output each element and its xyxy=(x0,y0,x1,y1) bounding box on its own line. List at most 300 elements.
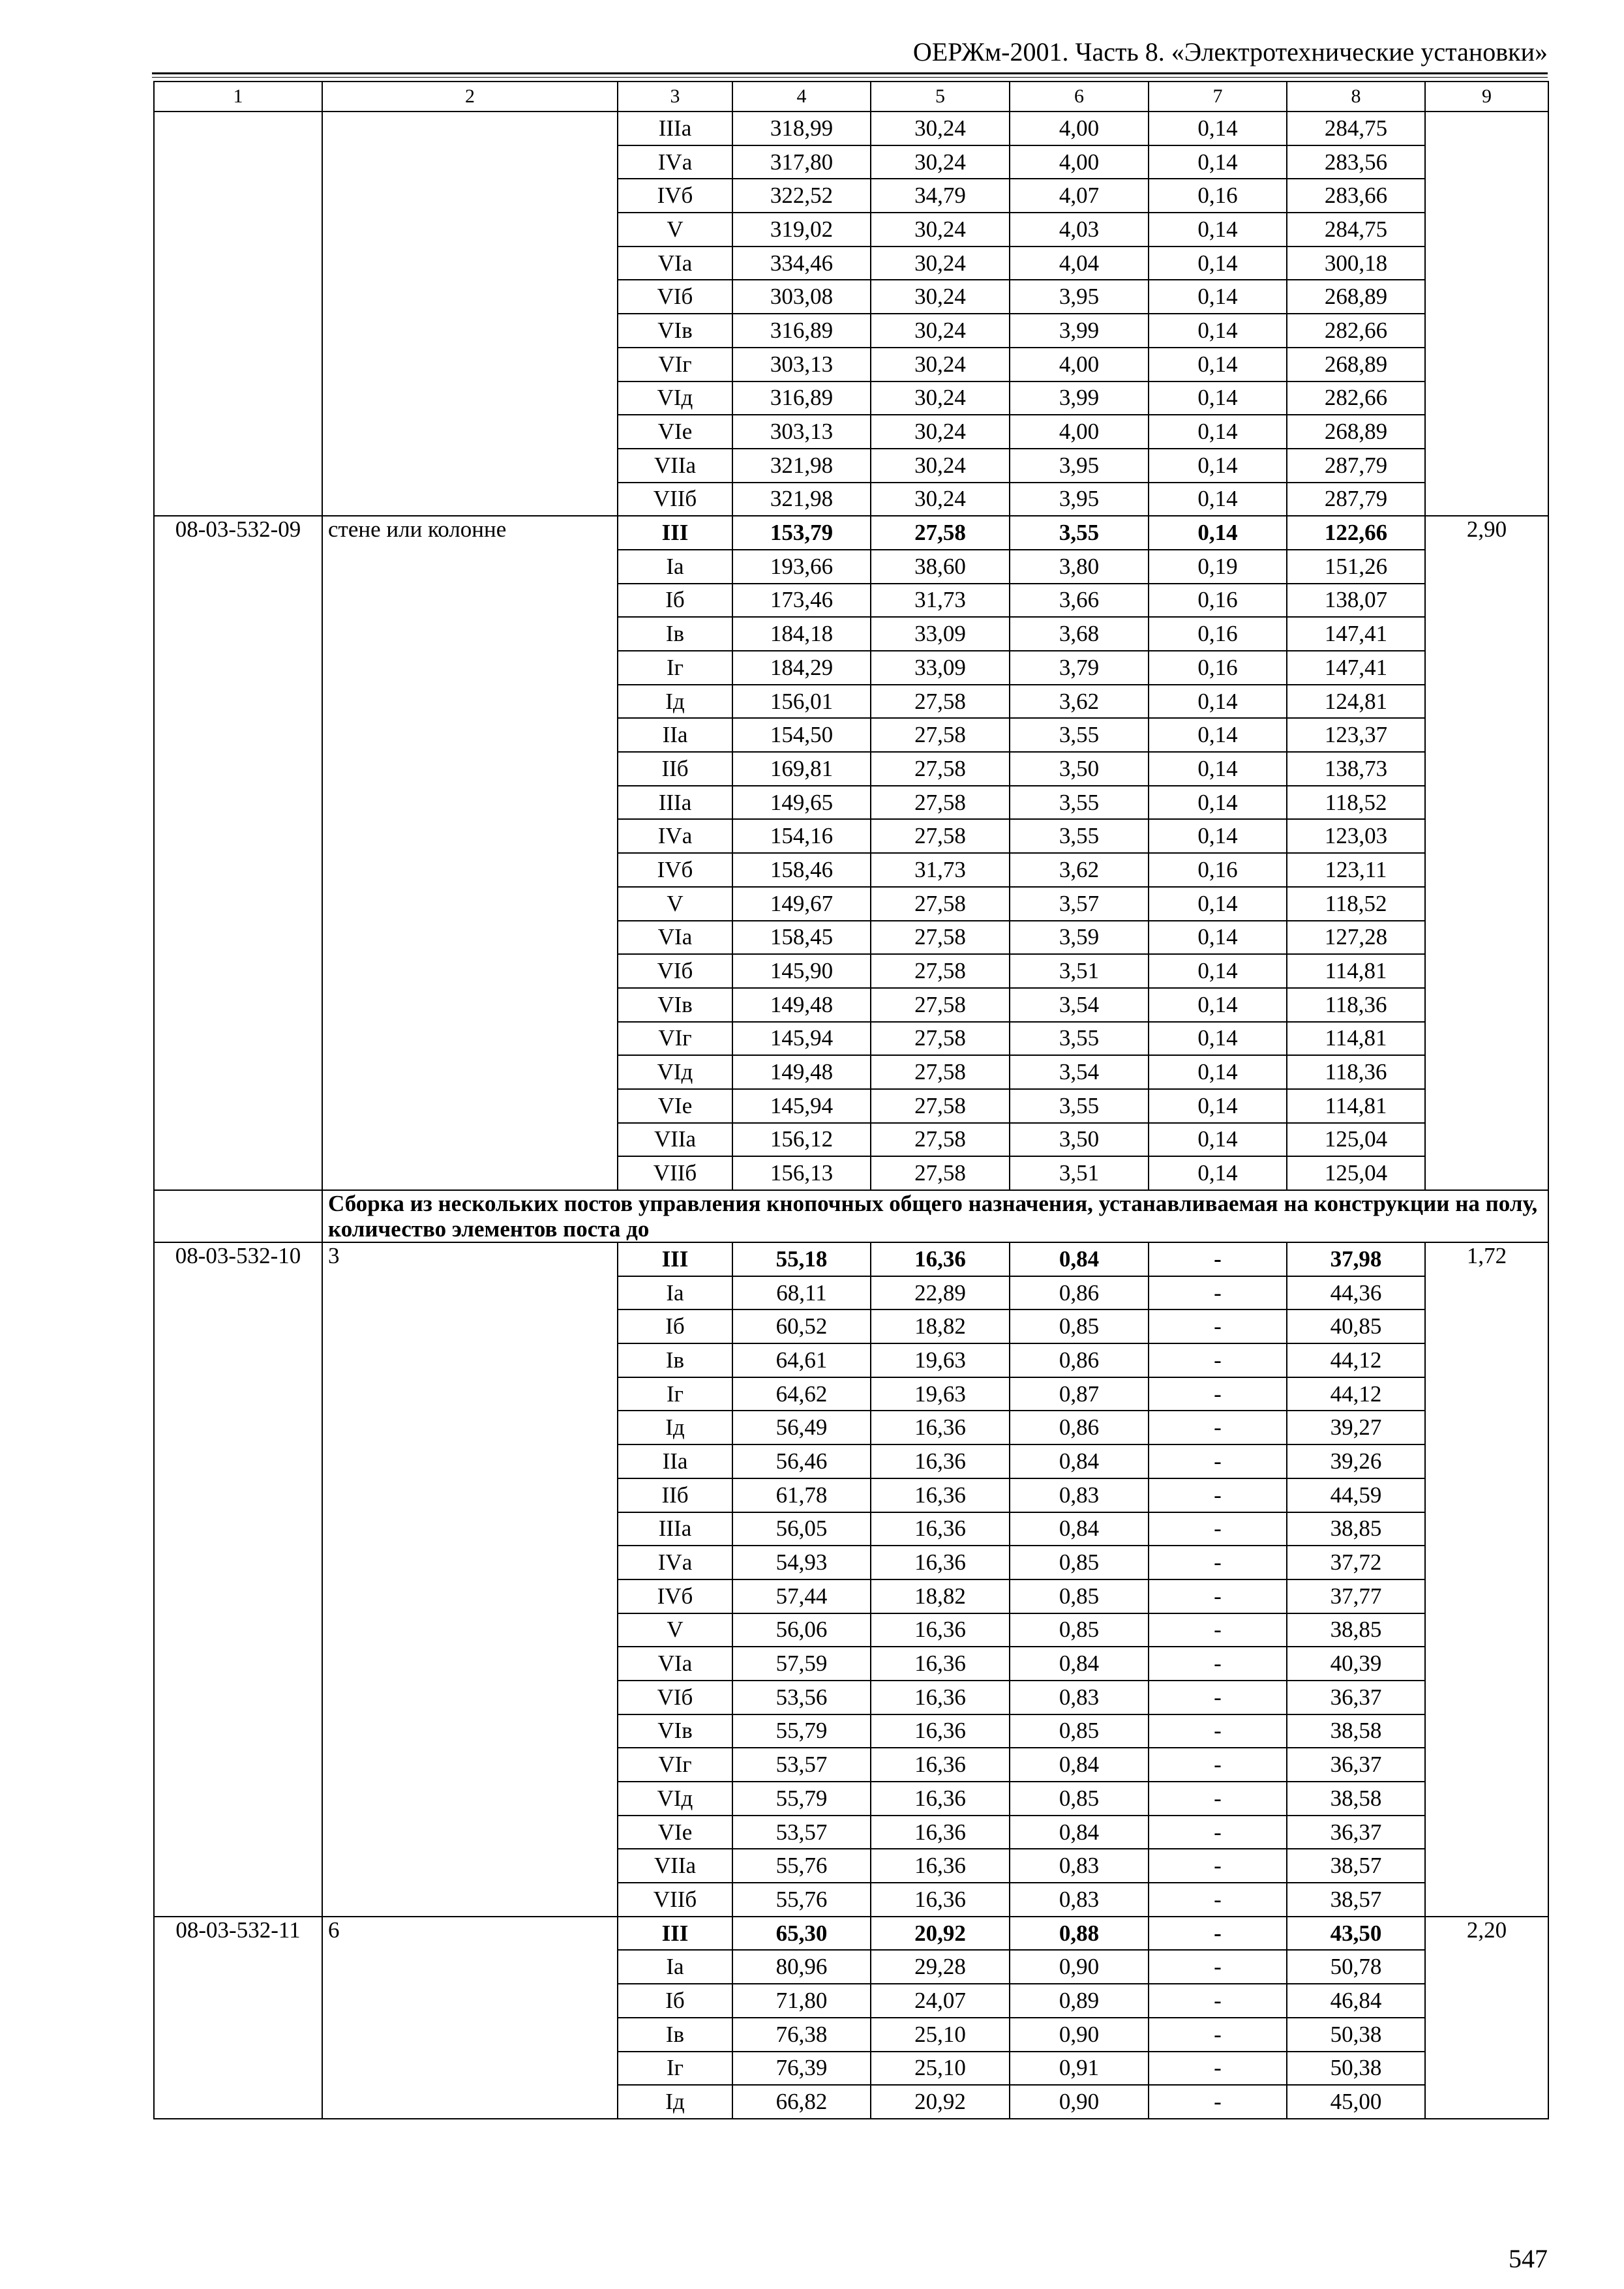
wages: 30,24 xyxy=(871,145,1010,179)
machine-cost: 0,85 xyxy=(1010,1714,1149,1748)
wages: 20,92 xyxy=(871,2085,1010,2119)
header-rule-thin xyxy=(152,77,1548,78)
total-cost: 303,13 xyxy=(732,415,871,449)
materials-cost: 38,85 xyxy=(1287,1613,1425,1647)
wages: 16,36 xyxy=(871,1242,1010,1276)
zone-code: Iа xyxy=(618,1276,732,1310)
machinist-wages: 0,14 xyxy=(1149,348,1287,382)
materials-cost: 283,66 xyxy=(1287,179,1425,213)
materials-cost: 50,38 xyxy=(1287,2018,1425,2052)
total-cost: 55,79 xyxy=(732,1782,871,1816)
wages: 16,36 xyxy=(871,1782,1010,1816)
table-body xyxy=(154,82,1548,2119)
total-cost: 321,98 xyxy=(732,483,871,516)
machine-cost: 3,59 xyxy=(1010,921,1149,955)
machine-cost: 0,84 xyxy=(1010,1512,1149,1546)
zone-code: Iб xyxy=(618,584,732,618)
machinist-wages: - xyxy=(1149,2018,1287,2052)
rate-code: 08-03-532-11 xyxy=(154,1917,322,2119)
total-cost: 303,08 xyxy=(732,280,871,314)
total-cost: 145,94 xyxy=(732,1022,871,1056)
zone-code: VIа xyxy=(618,247,732,280)
machinist-wages: 0,16 xyxy=(1149,179,1287,213)
wages: 34,79 xyxy=(871,179,1010,213)
machinist-wages: 0,14 xyxy=(1149,1022,1287,1056)
materials-cost: 147,41 xyxy=(1287,617,1425,651)
materials-cost: 124,81 xyxy=(1287,685,1425,719)
machine-cost: 0,89 xyxy=(1010,1984,1149,2018)
machinist-wages: 0,19 xyxy=(1149,550,1287,584)
machine-cost: 3,51 xyxy=(1010,1156,1149,1190)
machinist-wages: - xyxy=(1149,1883,1287,1917)
materials-cost: 282,66 xyxy=(1287,382,1425,415)
machine-cost: 0,83 xyxy=(1010,1849,1149,1883)
zone-code: IIа xyxy=(618,1444,732,1478)
wages: 16,36 xyxy=(871,1478,1010,1512)
wages: 16,36 xyxy=(871,1681,1010,1714)
col-num: 4 xyxy=(732,82,871,112)
col-num: 8 xyxy=(1287,82,1425,112)
machine-cost: 3,55 xyxy=(1010,718,1149,752)
wages: 20,92 xyxy=(871,1917,1010,1951)
machine-cost: 3,95 xyxy=(1010,483,1149,516)
zone-code: VIIб xyxy=(618,483,732,516)
zone-code: VIа xyxy=(618,921,732,955)
total-cost: 184,18 xyxy=(732,617,871,651)
wages: 30,24 xyxy=(871,415,1010,449)
machine-cost: 3,51 xyxy=(1010,954,1149,988)
materials-cost: 114,81 xyxy=(1287,954,1425,988)
materials-cost: 43,50 xyxy=(1287,1917,1425,1951)
rate-code: 08-03-532-10 xyxy=(154,1242,322,1917)
col-num: 9 xyxy=(1425,82,1548,112)
machine-cost: 4,00 xyxy=(1010,145,1149,179)
zone-code: VIIа xyxy=(618,449,732,483)
machine-cost: 0,84 xyxy=(1010,1816,1149,1849)
materials-cost: 39,27 xyxy=(1287,1411,1425,1444)
wages: 30,24 xyxy=(871,213,1010,247)
materials-cost: 36,37 xyxy=(1287,1748,1425,1782)
materials-cost: 118,36 xyxy=(1287,1055,1425,1089)
materials-cost: 40,85 xyxy=(1287,1309,1425,1343)
wages: 27,58 xyxy=(871,1022,1010,1056)
labor-coefficient: 2,20 xyxy=(1425,1917,1548,2119)
machine-cost: 4,00 xyxy=(1010,348,1149,382)
machinist-wages: - xyxy=(1149,1276,1287,1310)
machinist-wages: 0,14 xyxy=(1149,1156,1287,1190)
materials-cost: 38,57 xyxy=(1287,1849,1425,1883)
wages: 18,82 xyxy=(871,1309,1010,1343)
section-heading-row xyxy=(154,1190,1548,1242)
rate-description: 6 xyxy=(322,1917,618,2119)
materials-cost: 287,79 xyxy=(1287,483,1425,516)
machine-cost: 3,95 xyxy=(1010,449,1149,483)
machinist-wages: 0,14 xyxy=(1149,1123,1287,1157)
total-cost: 55,76 xyxy=(732,1849,871,1883)
wages: 27,58 xyxy=(871,1123,1010,1157)
zone-code: Iб xyxy=(618,1984,732,2018)
machine-cost: 0,85 xyxy=(1010,1309,1149,1343)
zone-code: VIб xyxy=(618,954,732,988)
zone-code: VIв xyxy=(618,988,732,1022)
wages: 27,58 xyxy=(871,1089,1010,1123)
zone-code: Iв xyxy=(618,2018,732,2052)
total-cost: 156,01 xyxy=(732,685,871,719)
labor-coefficient: 2,90 xyxy=(1425,516,1548,1190)
materials-cost: 118,52 xyxy=(1287,887,1425,921)
total-cost: 153,79 xyxy=(732,516,871,550)
wages: 16,36 xyxy=(871,1613,1010,1647)
machine-cost: 3,55 xyxy=(1010,819,1149,853)
machinist-wages: 0,14 xyxy=(1149,483,1287,516)
zone-code: Iд xyxy=(618,685,732,719)
total-cost: 57,44 xyxy=(732,1579,871,1613)
total-cost: 158,45 xyxy=(732,921,871,955)
total-cost: 154,16 xyxy=(732,819,871,853)
materials-cost: 38,57 xyxy=(1287,1883,1425,1917)
total-cost: 76,39 xyxy=(732,2052,871,2086)
total-cost: 169,81 xyxy=(732,752,871,786)
machinist-wages: - xyxy=(1149,1309,1287,1343)
zone-code: Iд xyxy=(618,2085,732,2119)
zone-code: IIб xyxy=(618,752,732,786)
machinist-wages: 0,14 xyxy=(1149,786,1287,820)
machine-cost: 0,84 xyxy=(1010,1242,1149,1276)
wages: 27,58 xyxy=(871,786,1010,820)
zone-code: VIIа xyxy=(618,1123,732,1157)
total-cost: 173,46 xyxy=(732,584,871,618)
zone-code: IIIа xyxy=(618,112,732,145)
machine-cost: 0,83 xyxy=(1010,1883,1149,1917)
machinist-wages: - xyxy=(1149,2052,1287,2086)
machine-cost: 0,84 xyxy=(1010,1748,1149,1782)
zone-code: Iв xyxy=(618,1343,732,1377)
zone-code: V xyxy=(618,1613,732,1647)
materials-cost: 37,98 xyxy=(1287,1242,1425,1276)
wages: 16,36 xyxy=(871,1748,1010,1782)
table-row xyxy=(154,112,1548,145)
materials-cost: 38,85 xyxy=(1287,1512,1425,1546)
machine-cost: 3,50 xyxy=(1010,1123,1149,1157)
column-number-row xyxy=(154,82,1548,112)
machinist-wages: - xyxy=(1149,1681,1287,1714)
table-row xyxy=(154,1242,1548,1276)
zone-code: VIг xyxy=(618,348,732,382)
zone-code: IVб xyxy=(618,853,732,887)
machinist-wages: - xyxy=(1149,1478,1287,1512)
total-cost: 322,52 xyxy=(732,179,871,213)
materials-cost: 45,00 xyxy=(1287,2085,1425,2119)
wages: 29,28 xyxy=(871,1950,1010,1984)
machinist-wages: - xyxy=(1149,1950,1287,1984)
zone-code: IIIа xyxy=(618,786,732,820)
wages: 22,89 xyxy=(871,1276,1010,1310)
machinist-wages: 0,16 xyxy=(1149,617,1287,651)
machine-cost: 0,88 xyxy=(1010,1917,1149,1951)
total-cost: 149,67 xyxy=(732,887,871,921)
total-cost: 149,48 xyxy=(732,988,871,1022)
machinist-wages: 0,14 xyxy=(1149,382,1287,415)
wages: 16,36 xyxy=(871,1849,1010,1883)
machine-cost: 4,03 xyxy=(1010,213,1149,247)
materials-cost: 122,66 xyxy=(1287,516,1425,550)
materials-cost: 282,66 xyxy=(1287,314,1425,348)
total-cost: 68,11 xyxy=(732,1276,871,1310)
materials-cost: 118,36 xyxy=(1287,988,1425,1022)
zone-code: V xyxy=(618,213,732,247)
zone-code: III xyxy=(618,1242,732,1276)
materials-cost: 123,03 xyxy=(1287,819,1425,853)
materials-cost: 283,56 xyxy=(1287,145,1425,179)
zone-code: VIе xyxy=(618,1089,732,1123)
wages: 27,58 xyxy=(871,887,1010,921)
machinist-wages: - xyxy=(1149,1714,1287,1748)
materials-cost: 268,89 xyxy=(1287,348,1425,382)
machine-cost: 3,68 xyxy=(1010,617,1149,651)
materials-cost: 125,04 xyxy=(1287,1123,1425,1157)
table-row xyxy=(154,516,1548,550)
wages: 27,58 xyxy=(871,921,1010,955)
zone-code: VIд xyxy=(618,382,732,415)
materials-cost: 36,37 xyxy=(1287,1816,1425,1849)
machine-cost: 0,84 xyxy=(1010,1647,1149,1681)
table-row xyxy=(154,1917,1548,1951)
machine-cost: 3,55 xyxy=(1010,1022,1149,1056)
machinist-wages: 0,14 xyxy=(1149,718,1287,752)
total-cost: 158,46 xyxy=(732,853,871,887)
zone-code: Iг xyxy=(618,651,732,685)
total-cost: 145,94 xyxy=(732,1089,871,1123)
materials-cost: 118,52 xyxy=(1287,786,1425,820)
materials-cost: 287,79 xyxy=(1287,449,1425,483)
col-num: 1 xyxy=(154,82,322,112)
wages: 30,24 xyxy=(871,382,1010,415)
total-cost: 61,78 xyxy=(732,1478,871,1512)
machinist-wages: - xyxy=(1149,1512,1287,1546)
materials-cost: 300,18 xyxy=(1287,247,1425,280)
machine-cost: 0,87 xyxy=(1010,1377,1149,1411)
wages: 16,36 xyxy=(871,1546,1010,1579)
materials-cost: 37,72 xyxy=(1287,1546,1425,1579)
wages: 24,07 xyxy=(871,1984,1010,2018)
col-num: 5 xyxy=(871,82,1010,112)
total-cost: 76,38 xyxy=(732,2018,871,2052)
materials-cost: 123,11 xyxy=(1287,853,1425,887)
total-cost: 184,29 xyxy=(732,651,871,685)
section-heading: Сборка из нескольких постов управления кнопочных общего назначения, устанавливаемая на конструкции на полу, количество элементов поста до xyxy=(322,1190,1548,1242)
materials-cost: 114,81 xyxy=(1287,1022,1425,1056)
machinist-wages: - xyxy=(1149,1647,1287,1681)
machinist-wages: - xyxy=(1149,1613,1287,1647)
zone-code: Iв xyxy=(618,617,732,651)
machinist-wages: - xyxy=(1149,1984,1287,2018)
machine-cost: 3,80 xyxy=(1010,550,1149,584)
machinist-wages: - xyxy=(1149,1748,1287,1782)
machine-cost: 3,62 xyxy=(1010,853,1149,887)
machine-cost: 0,90 xyxy=(1010,1950,1149,1984)
wages: 19,63 xyxy=(871,1377,1010,1411)
materials-cost: 39,26 xyxy=(1287,1444,1425,1478)
materials-cost: 38,58 xyxy=(1287,1714,1425,1748)
machine-cost: 3,55 xyxy=(1010,786,1149,820)
machinist-wages: 0,14 xyxy=(1149,887,1287,921)
materials-cost: 268,89 xyxy=(1287,280,1425,314)
total-cost: 53,56 xyxy=(732,1681,871,1714)
machinist-wages: - xyxy=(1149,1546,1287,1579)
machine-cost: 0,83 xyxy=(1010,1478,1149,1512)
wages: 30,24 xyxy=(871,348,1010,382)
machinist-wages: - xyxy=(1149,1343,1287,1377)
wages: 30,24 xyxy=(871,314,1010,348)
total-cost: 193,66 xyxy=(732,550,871,584)
machinist-wages: - xyxy=(1149,1411,1287,1444)
machinist-wages: 0,14 xyxy=(1149,685,1287,719)
materials-cost: 151,26 xyxy=(1287,550,1425,584)
materials-cost: 127,28 xyxy=(1287,921,1425,955)
wages: 27,58 xyxy=(871,819,1010,853)
machine-cost: 0,83 xyxy=(1010,1681,1149,1714)
machinist-wages: 0,14 xyxy=(1149,213,1287,247)
machine-cost: 3,55 xyxy=(1010,516,1149,550)
rate-description: 3 xyxy=(322,1242,618,1917)
machine-cost: 0,86 xyxy=(1010,1411,1149,1444)
machinist-wages: 0,14 xyxy=(1149,988,1287,1022)
labor-coefficient: 1,72 xyxy=(1425,1242,1548,1917)
machine-cost: 0,85 xyxy=(1010,1546,1149,1579)
materials-cost: 44,36 xyxy=(1287,1276,1425,1310)
zone-code: Iа xyxy=(618,1950,732,1984)
total-cost: 319,02 xyxy=(732,213,871,247)
machinist-wages: 0,14 xyxy=(1149,954,1287,988)
machine-cost: 4,04 xyxy=(1010,247,1149,280)
total-cost: 303,13 xyxy=(732,348,871,382)
section-heading-empty xyxy=(154,1190,322,1242)
materials-cost: 44,12 xyxy=(1287,1377,1425,1411)
machinist-wages: - xyxy=(1149,1444,1287,1478)
machinist-wages: 0,16 xyxy=(1149,584,1287,618)
zone-code: IVб xyxy=(618,179,732,213)
total-cost: 149,48 xyxy=(732,1055,871,1089)
machinist-wages: 0,14 xyxy=(1149,415,1287,449)
zone-code: VIб xyxy=(618,280,732,314)
zone-code: VIв xyxy=(618,1714,732,1748)
machine-cost: 4,07 xyxy=(1010,179,1149,213)
machinist-wages: 0,14 xyxy=(1149,280,1287,314)
total-cost: 55,18 xyxy=(732,1242,871,1276)
wages: 16,36 xyxy=(871,1883,1010,1917)
machine-cost: 3,54 xyxy=(1010,988,1149,1022)
wages: 25,10 xyxy=(871,2018,1010,2052)
page-number: 547 xyxy=(1509,2244,1548,2273)
wages: 31,73 xyxy=(871,853,1010,887)
wages: 16,36 xyxy=(871,1647,1010,1681)
zone-code: IIб xyxy=(618,1478,732,1512)
zone-code: IVа xyxy=(618,145,732,179)
zone-code: VIд xyxy=(618,1782,732,1816)
col-num: 2 xyxy=(322,82,618,112)
materials-cost: 138,07 xyxy=(1287,584,1425,618)
zone-code: III xyxy=(618,516,732,550)
wages: 16,36 xyxy=(871,1816,1010,1849)
rate-code xyxy=(154,112,322,516)
wages: 30,24 xyxy=(871,247,1010,280)
zone-code: VIе xyxy=(618,415,732,449)
wages: 19,63 xyxy=(871,1343,1010,1377)
wages: 27,58 xyxy=(871,1156,1010,1190)
wages: 16,36 xyxy=(871,1512,1010,1546)
machinist-wages: 0,14 xyxy=(1149,516,1287,550)
zone-code: IIа xyxy=(618,718,732,752)
materials-cost: 123,37 xyxy=(1287,718,1425,752)
materials-cost: 114,81 xyxy=(1287,1089,1425,1123)
materials-cost: 44,12 xyxy=(1287,1343,1425,1377)
machinist-wages: 0,14 xyxy=(1149,247,1287,280)
machine-cost: 0,84 xyxy=(1010,1444,1149,1478)
machine-cost: 3,54 xyxy=(1010,1055,1149,1089)
wages: 27,58 xyxy=(871,516,1010,550)
machinist-wages: 0,14 xyxy=(1149,1089,1287,1123)
zone-code: IVа xyxy=(618,819,732,853)
zone-code: V xyxy=(618,887,732,921)
machinist-wages: - xyxy=(1149,1849,1287,1883)
machine-cost: 3,79 xyxy=(1010,651,1149,685)
total-cost: 154,50 xyxy=(732,718,871,752)
machine-cost: 0,85 xyxy=(1010,1613,1149,1647)
zone-code: VIб xyxy=(618,1681,732,1714)
machine-cost: 3,66 xyxy=(1010,584,1149,618)
total-cost: 54,93 xyxy=(732,1546,871,1579)
zone-code: IVа xyxy=(618,1546,732,1579)
machinist-wages: - xyxy=(1149,1816,1287,1849)
zone-code: Iг xyxy=(618,1377,732,1411)
wages: 27,58 xyxy=(871,718,1010,752)
page-header-title: ОЕРЖм-2001. Часть 8. «Электротехнические установки» xyxy=(912,37,1548,67)
total-cost: 65,30 xyxy=(732,1917,871,1951)
machinist-wages: 0,14 xyxy=(1149,752,1287,786)
total-cost: 317,80 xyxy=(732,145,871,179)
machine-cost: 0,85 xyxy=(1010,1782,1149,1816)
zone-code: VIIб xyxy=(618,1156,732,1190)
total-cost: 56,46 xyxy=(732,1444,871,1478)
zone-code: VIе xyxy=(618,1816,732,1849)
zone-code: IVб xyxy=(618,1579,732,1613)
machinist-wages: - xyxy=(1149,2085,1287,2119)
zone-code: VIIа xyxy=(618,1849,732,1883)
total-cost: 316,89 xyxy=(732,314,871,348)
total-cost: 71,80 xyxy=(732,1984,871,2018)
rate-description: стене или колонне xyxy=(322,516,618,1190)
machine-cost: 3,50 xyxy=(1010,752,1149,786)
total-cost: 64,62 xyxy=(732,1377,871,1411)
col-num: 3 xyxy=(618,82,732,112)
labor-coefficient xyxy=(1425,112,1548,516)
machinist-wages: - xyxy=(1149,1377,1287,1411)
total-cost: 60,52 xyxy=(732,1309,871,1343)
wages: 16,36 xyxy=(871,1714,1010,1748)
wages: 16,36 xyxy=(871,1411,1010,1444)
machine-cost: 0,91 xyxy=(1010,2052,1149,2086)
zone-code: VIг xyxy=(618,1022,732,1056)
machinist-wages: 0,14 xyxy=(1149,314,1287,348)
total-cost: 156,13 xyxy=(732,1156,871,1190)
machinist-wages: 0,16 xyxy=(1149,853,1287,887)
machinist-wages: 0,14 xyxy=(1149,819,1287,853)
total-cost: 66,82 xyxy=(732,2085,871,2119)
total-cost: 156,12 xyxy=(732,1123,871,1157)
machine-cost: 3,99 xyxy=(1010,382,1149,415)
materials-cost: 268,89 xyxy=(1287,415,1425,449)
total-cost: 53,57 xyxy=(732,1816,871,1849)
